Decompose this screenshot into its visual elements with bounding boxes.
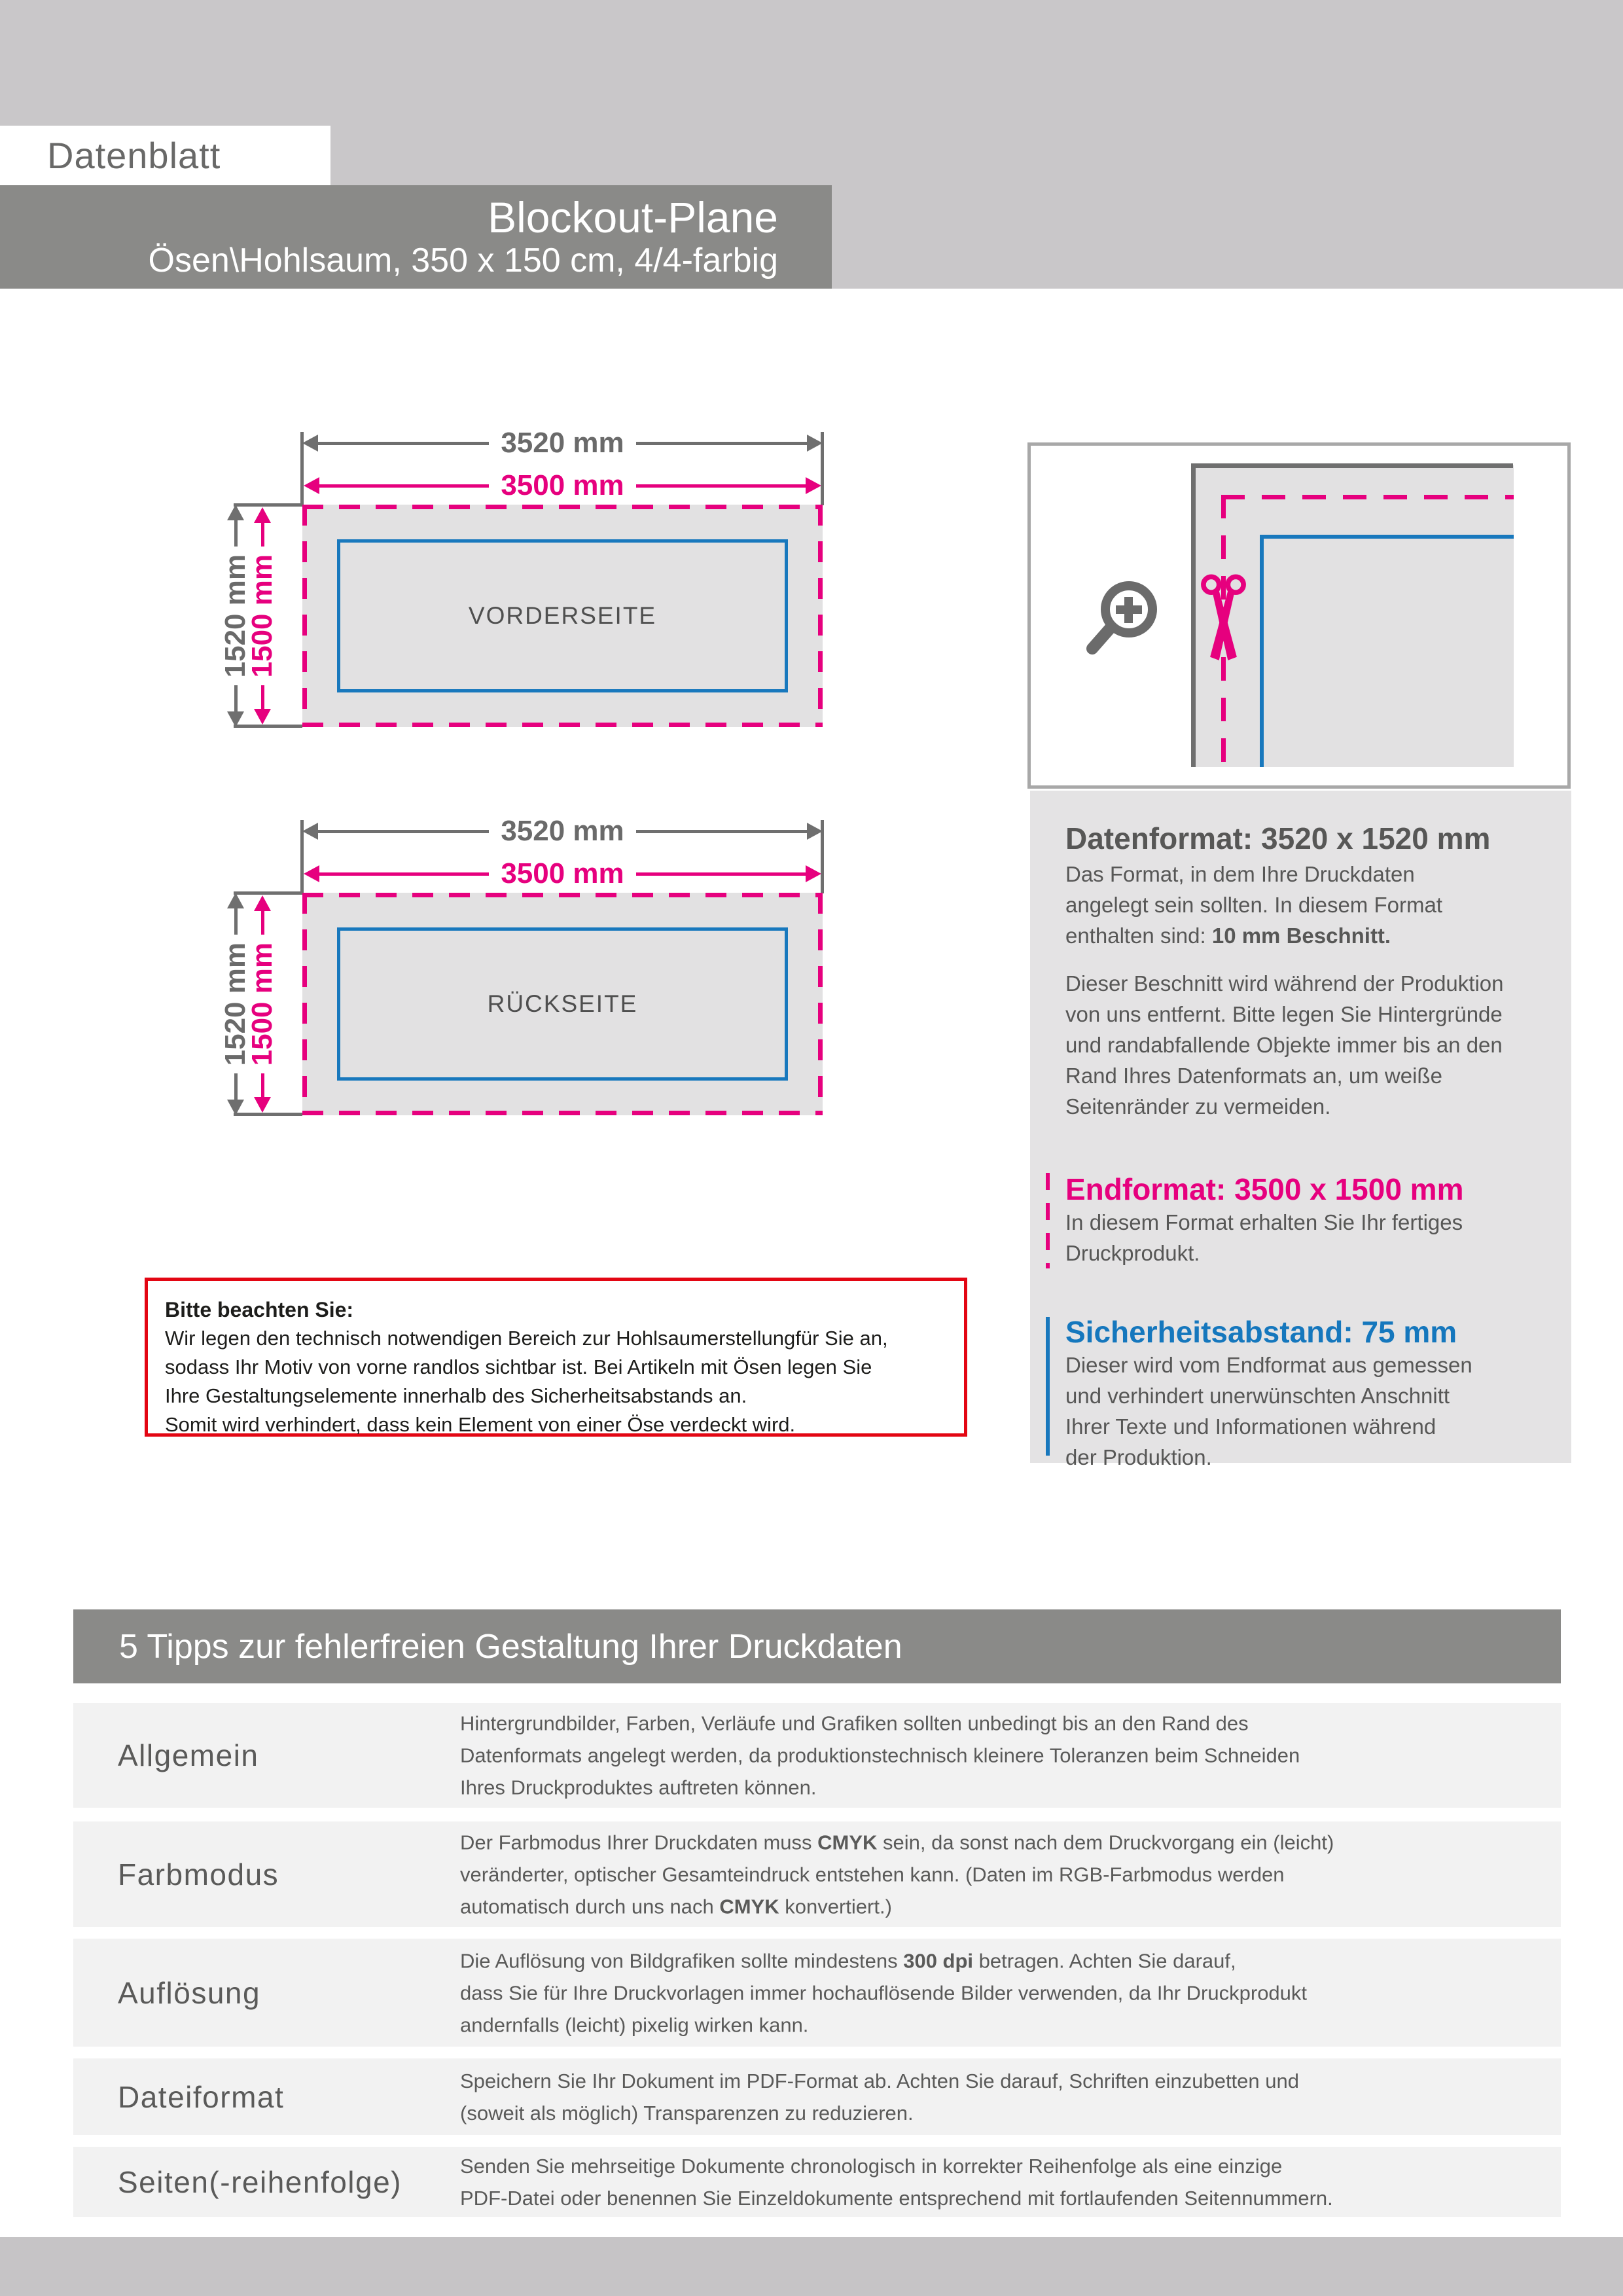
extension-line	[300, 432, 304, 505]
bleed-dash-line	[818, 505, 823, 727]
bleed-dash-line	[302, 1111, 823, 1115]
arrow-left-icon	[302, 435, 318, 452]
datenformat-text-line: Seitenränder zu vermeiden.	[1065, 1094, 1331, 1119]
sicherheitsabstand-section	[1065, 1314, 1545, 1473]
extension-line	[300, 820, 304, 893]
endformat-section	[1065, 1172, 1545, 1268]
front-data-format-area	[302, 505, 823, 727]
endformat-text-line: Druckprodukt.	[1065, 1241, 1200, 1265]
back-final-width-dimension	[304, 859, 821, 888]
format-info-panel	[1030, 791, 1571, 1469]
tips-row-text: Die Auflösung von Bildgrafiken sollte mindestens 300 dpi betragen. Achten Sie darauf, dass Sie für Ihre Druckvorlagen immer hochauflösende Bilder verwenden, da Ihr Druckprodukt andernfalls (leicht) pixelig wirken kann.	[460, 1949, 1308, 2036]
front-final-width-dimension	[304, 471, 821, 500]
sicherheitsabstand-text-line: der Produktion.	[1065, 1445, 1212, 1469]
arrow-up-icon	[254, 895, 271, 911]
back-side-label: RÜCKSEITE	[487, 990, 638, 1017]
datenformat-text-line: und randabfallende Objekte immer bis an den	[1065, 1033, 1503, 1057]
arrow-down-icon	[254, 709, 271, 725]
notice-title: Bitte beachten Sie:	[165, 1298, 354, 1321]
notice-box	[145, 1278, 967, 1437]
endformat-heading: Endformat: 3500 x 1500 mm	[1065, 1172, 1464, 1206]
bleed-dash-line	[818, 893, 823, 1115]
sicherheitsabstand-text-line: und verhindert unerwünschten Anschnitt	[1065, 1384, 1450, 1408]
datenformat-text-line: Das Format, in dem Ihre Druckdaten	[1065, 862, 1415, 886]
tips-row-label: Auflösung	[118, 1975, 261, 2010]
datenformat-heading: Datenformat: 3520 x 1520 mm	[1065, 821, 1491, 855]
datenformat-text-line: angelegt sein sollten. In diesem Format	[1065, 893, 1442, 917]
tips-row-seitenreihenfolge	[73, 2147, 1561, 2217]
product-title-band	[0, 185, 832, 289]
arrow-up-icon	[254, 507, 271, 523]
tips-row-label: Allgemein	[118, 1738, 259, 1772]
back-outer-width-dimension	[302, 817, 823, 846]
arrow-down-icon	[227, 711, 244, 727]
front-final-height-label: 1500 mm	[246, 554, 278, 678]
notice-line: Ihre Gestaltungselemente innerhalb des Sicherheitsabstands an.	[165, 1384, 747, 1407]
corner-detail-box	[1027, 442, 1571, 789]
endformat-text-line: In diesem Format erhalten Sie Ihr fertiges	[1065, 1210, 1463, 1234]
detail-safety-line	[1260, 535, 1264, 767]
datenblatt-label-box	[0, 126, 330, 185]
front-safety-area	[337, 539, 788, 692]
front-final-height-dimension	[248, 507, 277, 725]
notice-line: Somit wird verhindert, dass kein Element von einer Öse verdeckt wird.	[165, 1413, 796, 1436]
product-subtitle: Ösen\Hohlsaum, 350 x 150 cm, 4/4-farbig	[148, 242, 778, 279]
front-outer-height-label: 1520 mm	[219, 554, 251, 678]
tips-heading-band	[73, 1609, 1561, 1683]
detail-dataformat-edge	[1191, 463, 1196, 767]
bleed-dash-line	[302, 893, 823, 897]
back-safety-area	[337, 927, 788, 1081]
arrow-left-icon	[304, 865, 319, 882]
arrow-right-icon	[806, 477, 821, 494]
bleed-dash-line	[302, 723, 823, 727]
endformat-dash-marker	[1046, 1173, 1050, 1268]
back-outer-width-label: 3520 mm	[501, 815, 624, 847]
arrow-right-icon	[806, 865, 821, 882]
tips-row-allgemein	[73, 1703, 1561, 1808]
notice-line: sodass Ihr Motiv von vorne randlos sichtbar ist. Bei Artikeln mit Ösen legen Sie	[165, 1355, 872, 1378]
product-title: Blockout-Plane	[488, 193, 778, 242]
arrow-left-icon	[302, 823, 318, 840]
datenformat-section	[1065, 821, 1545, 1122]
tips-row-farbmodus	[73, 1821, 1561, 1927]
arrow-down-icon	[227, 1100, 244, 1115]
tips-row-dateiformat	[73, 2058, 1561, 2135]
arrow-down-icon	[254, 1097, 271, 1113]
tips-row-text: Der Farbmodus Ihrer Druckdaten muss CMYK sein, da sonst nach dem Druckvorgang ein (leicht) veränderter, optischer Gesamteindruck entstehen kann. (Daten im RGB-Farbmodus werden automatisch durch uns nach CMYK konvertiert.)	[460, 1831, 1334, 1918]
back-data-format-area	[302, 893, 823, 1115]
scissors-icon	[1196, 573, 1251, 668]
detail-dataformat-edge	[1191, 463, 1513, 468]
tips-row-aufloesung	[73, 1939, 1561, 2047]
tips-row-label: Dateiformat	[118, 2079, 285, 2114]
extension-line	[821, 820, 824, 893]
notice-line: Wir legen den technisch notwendigen Bereich zur Hohlsaumerstellungfür Sie an,	[165, 1327, 888, 1350]
tips-row-label: Farbmodus	[118, 1857, 279, 1892]
bleed-dash-line	[302, 505, 823, 509]
arrow-left-icon	[304, 477, 319, 494]
datenformat-text-line: enthalten sind: 10 mm Beschnitt.	[1065, 924, 1391, 948]
back-final-width-label: 3500 mm	[501, 857, 624, 889]
front-side-label: VORDERSEITE	[468, 602, 657, 629]
tips-row-text: Senden Sie mehrseitige Dokumente chronologisch in korrekter Reihenfolge als eine einzige PDF-Datei oder benennen Sie Einzeldokumente entsprechend mit fortlaufenden Seitennummern.	[460, 2154, 1333, 2210]
tips-heading: 5 Tipps zur fehlerfreien Gestaltung Ihrer Druckdaten	[119, 1627, 902, 1666]
sicherheitsabstand-text-line: Ihrer Texte und Informationen während	[1065, 1414, 1436, 1439]
bleed-dash-line	[302, 505, 307, 727]
tips-row-text: Hintergrundbilder, Farben, Verläufe und Grafiken sollten unbedingt bis an den Rand des Datenformats angelegt werden, da produktionstechnisch kleinere Toleranzen beim Schneiden Ihres Druckproduktes auftreten können.	[460, 1712, 1300, 1799]
datenblatt-label: Datenblatt	[47, 135, 221, 176]
extension-line	[821, 432, 824, 505]
arrow-up-icon	[227, 893, 244, 908]
footer-band	[0, 2237, 1623, 2296]
front-outer-width-label: 3520 mm	[501, 427, 624, 459]
sicherheitsabstand-heading: Sicherheitsabstand: 75 mm	[1065, 1315, 1457, 1349]
zoom-in-icon	[1082, 577, 1167, 662]
detail-cut-dash-line	[1221, 495, 1514, 499]
back-outer-height-label: 1520 mm	[219, 942, 251, 1066]
bleed-dash-line	[302, 893, 307, 1115]
back-final-height-dimension	[248, 895, 277, 1113]
arrow-up-icon	[227, 505, 244, 520]
sicherheitsabstand-text-line: Dieser wird vom Endformat aus gemessen	[1065, 1353, 1472, 1377]
datenformat-text-line: Rand Ihres Datenformats an, um weiße	[1065, 1064, 1442, 1088]
front-outer-width-dimension	[302, 429, 823, 457]
datenformat-text-line: Dieser Beschnitt wird während der Produktion	[1065, 971, 1504, 996]
front-final-width-label: 3500 mm	[501, 469, 624, 501]
detail-safety-line	[1260, 535, 1514, 539]
tips-row-label: Seiten(-reihenfolge)	[118, 2164, 402, 2199]
back-final-height-label: 1500 mm	[246, 942, 278, 1066]
tips-row-text: Speichern Sie Ihr Dokument im PDF-Format ab. Achten Sie darauf, Schriften einzubetten und (soweit als möglich) Transparenzen zu reduzieren.	[460, 2069, 1299, 2125]
sicherheitsabstand-line-marker	[1046, 1317, 1050, 1456]
datenformat-text-line: von uns entfernt. Bitte legen Sie Hintergründe	[1065, 1002, 1503, 1026]
